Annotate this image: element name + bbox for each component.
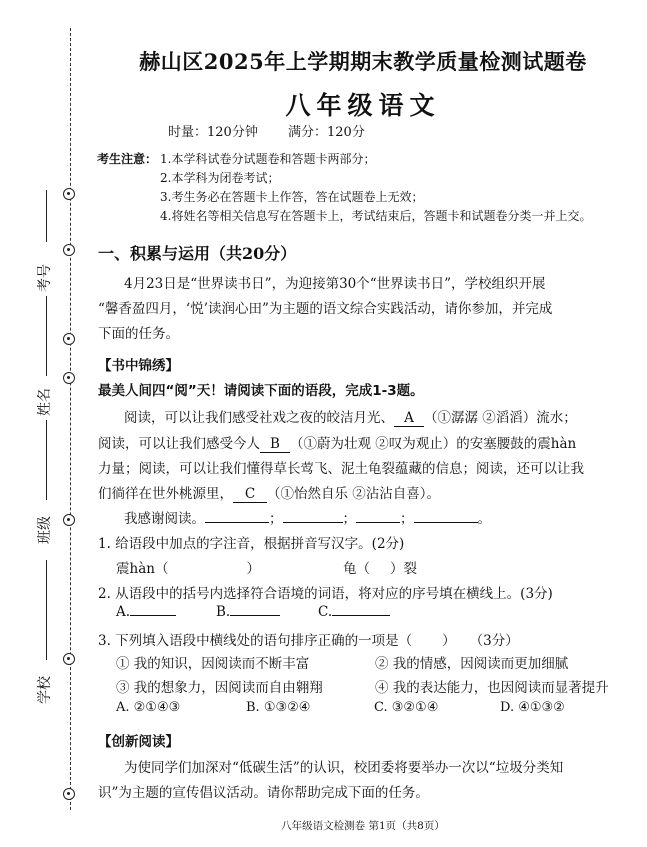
q3-option-c[interactable]: C. ③②①④ xyxy=(374,700,439,715)
binding-hole xyxy=(63,788,75,800)
answer-blank[interactable] xyxy=(414,522,478,523)
passage-text: 们徜徉在世外桃源里， xyxy=(98,486,233,502)
q2-a-label: A. xyxy=(116,604,131,620)
section-heading: 一、积累与运用（共20分） xyxy=(98,244,297,263)
passage-line xyxy=(98,482,440,503)
name-line xyxy=(46,296,47,376)
q3-stem-text: 3. 下列填入语段中横线处的语句排序正确的一项是（ xyxy=(98,633,413,649)
q3-sentence: ② 我的情感，因阅读而更加细腻 xyxy=(375,656,569,672)
answer-blank[interactable] xyxy=(356,522,400,523)
q3-option-d[interactable]: D. ④①③② xyxy=(500,700,565,715)
q1-item-b xyxy=(343,557,417,577)
answer-blank[interactable] xyxy=(283,522,343,523)
binding-dashed-line xyxy=(70,28,71,810)
q2-b-answer[interactable] xyxy=(230,615,280,616)
q2-blank-a xyxy=(116,604,176,620)
binding-hole xyxy=(63,514,75,526)
innov-tag: 【创新阅读】 xyxy=(98,734,179,750)
binding-hole xyxy=(63,653,75,665)
passage-text: 阅读，可以让我们感受社戏之夜的皎洁月光、 xyxy=(124,410,394,426)
passage-line xyxy=(124,406,577,427)
q2-a-answer[interactable] xyxy=(130,615,176,616)
q1-b-close: ）裂 xyxy=(390,561,417,577)
binding-hole xyxy=(63,372,75,384)
exam-title: 赫山区2025年上学期期末教学质量检测试题卷 xyxy=(139,49,587,74)
q2-blank-b xyxy=(216,604,280,620)
q1-item-a xyxy=(116,557,260,577)
exam-time: 时量：120分钟 xyxy=(168,125,258,140)
school-line xyxy=(46,560,47,660)
punct: ； xyxy=(269,511,283,527)
binding-hole xyxy=(63,244,75,256)
q3-sentence: ③ 我的想象力，因阅读而自由翱翔 xyxy=(116,680,323,696)
q3-close: ） xyxy=(442,633,456,649)
q3-sentence: ④ 我的表达能力，也因阅读而显著提升 xyxy=(375,680,609,696)
intro-line: 4月23日是“世界读书日”，为迎接第30个“世界读书日”，学校组织开展 xyxy=(124,276,546,292)
q1-b-label: 龟（ xyxy=(343,561,370,577)
passage-line xyxy=(98,432,576,453)
question-3-stem xyxy=(98,629,519,649)
innov-line: 识”为主题的宣传倡议活动。请你帮助完成下面的任务。 xyxy=(98,785,429,801)
school-label: 学校 xyxy=(37,676,53,704)
class-line xyxy=(46,420,47,500)
q3-sentence: ① 我的知识，因阅读而不断丰富 xyxy=(116,656,310,672)
notice-item: 4.将姓名等相关信息写在答题卡上，考试结束后，答题卡和试题卷分类一并上交。 xyxy=(160,209,592,223)
book-lead: 最美人间四“阅”天！请阅读下面的语段，完成1-3题。 xyxy=(98,383,424,399)
binding-hole xyxy=(63,188,75,200)
passage-line xyxy=(124,507,491,527)
question-2-stem: 2. 从语段中的括号内选择符合语境的词语，将对应的序号填在横线上。(3分) xyxy=(98,586,553,602)
notice-label: 考生注意： xyxy=(97,152,158,166)
blank-c: C xyxy=(233,487,267,503)
passage-text: （①蔚为壮观 ②叹为观止）的安塞腰鼓的震hàn xyxy=(290,436,577,452)
q1-a-label: 震hàn（ xyxy=(116,561,169,577)
exam-no-line xyxy=(46,190,47,242)
punct: 。 xyxy=(477,511,491,527)
passage-text: 我感谢阅读。 xyxy=(124,511,205,527)
intro-line: 下面的任务。 xyxy=(98,326,179,342)
class-label: 班级 xyxy=(37,516,53,544)
notice-item: 3.考生务必在答题卡上作答，答在试题卷上无效； xyxy=(160,190,424,204)
passage-text: （①潺潺 ②滔滔）流水； xyxy=(424,410,577,426)
passage-text: （①怡然自乐 ②沾沾自喜）。 xyxy=(267,486,441,502)
intro-line: “馨香盈四月，‘悦’读润心田”为主题的语文综合实践活动，请你参加，并完成 xyxy=(98,301,553,317)
q2-c-answer[interactable] xyxy=(332,615,390,616)
name-label: 姓名 xyxy=(37,388,53,416)
page-footer: 八年级语文检测卷 第1页（共8页） xyxy=(281,820,445,832)
notice-item: 2.本学科为闭卷考试； xyxy=(160,171,280,185)
book-tag: 【书中锦绣】 xyxy=(98,358,179,374)
question-1-stem: 1. 给语段中加点的字注音，根据拼音写汉字。(2分) xyxy=(98,536,405,552)
innov-line: 为使同学们加深对“低碳生活”的认识，校团委将要举办一次以“垃圾分类知 xyxy=(124,760,564,776)
q3-points: （3分） xyxy=(469,633,519,649)
q1-a-close: ） xyxy=(246,561,260,577)
punct: ； xyxy=(342,511,356,527)
q3-option-b[interactable]: B. ①③②④ xyxy=(246,700,311,715)
exam-no-label: 考号 xyxy=(37,264,53,292)
answer-blank[interactable] xyxy=(205,522,269,523)
exam-score: 满分：120分 xyxy=(288,125,365,140)
binding-hole xyxy=(63,333,75,345)
q3-option-a[interactable]: A. ②①④③ xyxy=(116,700,181,715)
punct: ； xyxy=(400,511,414,527)
q2-blank-c xyxy=(318,604,390,620)
passage-line: 力量；阅读，可以让我们懂得草长莺飞、泥土龟裂蕴藏的信息；阅读，还可以让我 xyxy=(98,461,584,477)
notice-item: 1.本学科试卷分试题卷和答题卡两部分； xyxy=(160,152,376,166)
blank-b: B xyxy=(260,437,290,453)
blank-a: A xyxy=(394,411,424,427)
q2-b-label: B. xyxy=(216,604,231,620)
q2-c-label: C. xyxy=(318,604,333,620)
subject-title: 八年级语文 xyxy=(285,91,441,120)
passage-text: 阅读，可以让我们感受今人 xyxy=(98,436,260,452)
